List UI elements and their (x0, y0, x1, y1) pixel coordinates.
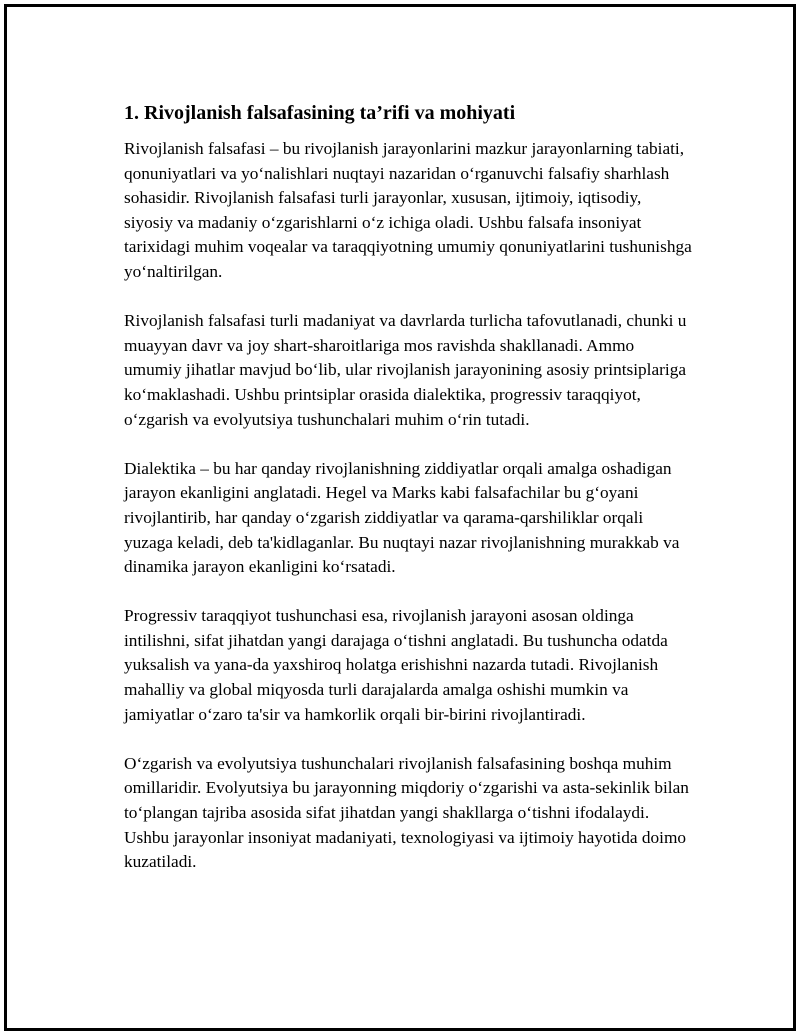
paragraph-progress: Progressiv taraqqiyot tushunchasi esa, rivojlanish jarayoni asosan oldinga intilishni, sifat jihatdan yangi darajaga oʻtishni anglatadi. Bu tushuncha odatda yuksalish va yana-da yaxshiroq holatga erishishni nazarda tutadi. Rivojlanish mahalliy va global miqyosda turli darajalarda amalga oshishi mumkin va jamiyatlar oʻzaro ta'sir va hamkorlik orqali bir-birini rivojlantiradi. (124, 606, 668, 724)
page-border (4, 4, 796, 1031)
section-heading: 1. Rivojlanish falsafasining ta’rifi va mohiyati (124, 102, 516, 124)
document-body (124, 99, 694, 899)
paragraph-dialectics: Dialektika – bu har qanday rivojlanishning ziddiyatlar orqali amalga oshadigan jarayon ekanligini anglatadi. Hegel va Marks kabi falsafachilar bu gʻoyani rivojlantirib, har qanday oʻzgarish ziddiyatlar va qarama-qarshiliklar orqali yuzaga keladi, deb ta'kidlaganlar. Bu nuqtayi nazar rivojlanishning murakkab va dinamika jarayon ekanligini koʻrsatadi. (124, 458, 680, 577)
paragraph-evolution: Oʻzgarish va evolyutsiya tushunchalari rivojlanish falsafasining boshqa muhim omillaridir. Evolyutsiya bu jarayonning miqdoriy oʻzgarishi va asta-sekinlik bilan toʻplangan tajriba asosida sifat jihatdan yangi shakllarga oʻtishni ifodalaydi. Ushbu jarayonlar insoniyat madaniyati, texnologiyasi va ijtimoiy hayotida doimo kuzatiladi. (124, 753, 689, 872)
paragraph-cultures: Rivojlanish falsafasi turli madaniyat va davrlarda turlicha tafovutlanadi, chunki u muayyan davr va joy shart-sharoitlariga mos ravishda shakllanadi. Ammo umumiy jihatlar mavjud boʻlib, ular rivojlanish jarayonining asosiy printsiplariga koʻmaklashadi. Ushbu printsiplar orasida dialektika, progressiv taraqqiyot, oʻzgarish va evolyutsiya tushunchalari muhim oʻrin tutadi. (124, 311, 687, 429)
paragraph-definition: Rivojlanish falsafasi – bu rivojlanish jarayonlarini mazkur jarayonlarning tabiati, qonuniyatlari va yoʻnalishlari nuqtayi nazaridan oʻrganuvchi falsafiy sharhlash sohasidir. Rivojlanish falsafasi turli jarayonlar, xususan, ijtimoiy, iqtisodiy, siyosiy va madaniy oʻzgarishlarni oʻz ichiga oladi. Ushbu falsafa insoniyat tarixidagi muhim voqealar va taraqqiyotning umumiy qonuniyatlarini tushunishga yoʻnaltirilgan. (124, 139, 692, 281)
